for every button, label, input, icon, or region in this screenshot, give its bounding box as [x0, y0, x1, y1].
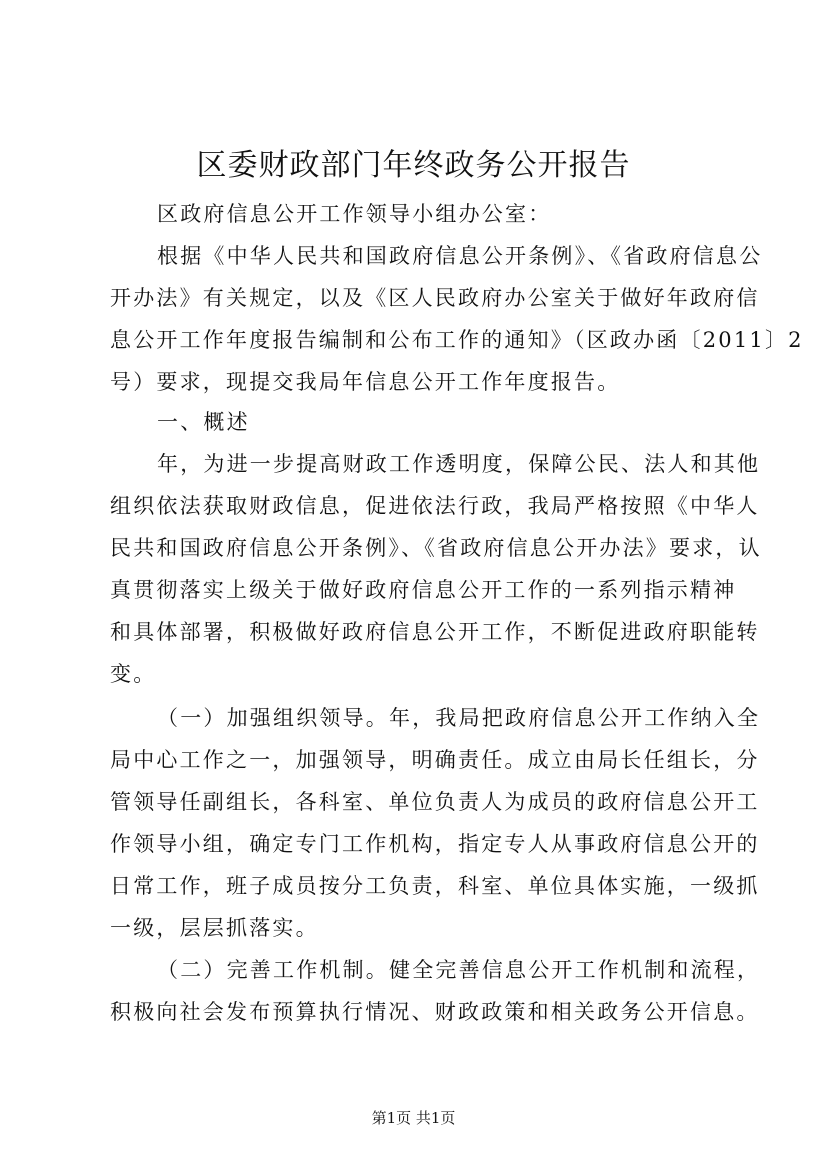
body-line: 民共和国政府信息公开条例》、《省政府信息公开办法》要求，认: [110, 536, 762, 560]
body-line: （一）加强组织领导。年，我局把政府信息公开工作纳入全: [157, 706, 761, 730]
body-line: 作领导小组，确定专门工作机构，指定专人从事政府信息公开的: [110, 832, 760, 856]
body-line: 真贯彻落实上级关于做好政府信息公开工作的一系列指示精神: [110, 578, 737, 602]
body-line: 积极向社会发布预算执行情况、财政政策和相关政务公开信息。: [110, 1000, 760, 1024]
body-line: 局中心工作之一，加强领导，明确责任。成立由局长任组长，分: [110, 748, 760, 772]
section-heading: 一、概述: [157, 410, 250, 434]
document-title: 区委财政部门年终政务公开报告: [196, 148, 631, 183]
body-line: 开办法》有关规定，以及《区人民政府办公室关于做好年政府信: [110, 286, 760, 310]
body-line: 组织依法获取财政信息，促进依法行政，我局严格按照《中华人: [110, 494, 760, 518]
body-line: 变。: [110, 662, 157, 686]
body-line: 年，为进一步提高财政工作透明度，保障公民、法人和其他: [157, 452, 761, 476]
body-line: （二）完善工作机制。健全完善信息公开工作机制和流程，: [157, 958, 761, 982]
body-line: 根据《中华人民共和国政府信息公开条例》、《省政府信息公: [157, 244, 763, 268]
page-number-footer: 第1页 共1页: [371, 1109, 456, 1127]
body-line: 息公开工作年度报告编制和公布工作的通知》（区政办函〔2011〕2: [110, 328, 804, 352]
body-line: 和具体部署，积极做好政府信息公开工作，不断促进政府职能转: [110, 620, 760, 644]
body-line: 一级，层层抓落实。: [110, 916, 319, 940]
body-line: 号）要求，现提交我局年信息公开工作年度报告。: [110, 370, 621, 394]
body-line: 日常工作，班子成员按分工负责，科室、单位具体实施，一级抓: [110, 874, 760, 898]
body-line: 管领导任副组长，各科室、单位负责人为成员的政府信息公开工: [110, 790, 760, 814]
salutation-line: 区政府信息公开工作领导小组办公室：: [157, 202, 552, 226]
